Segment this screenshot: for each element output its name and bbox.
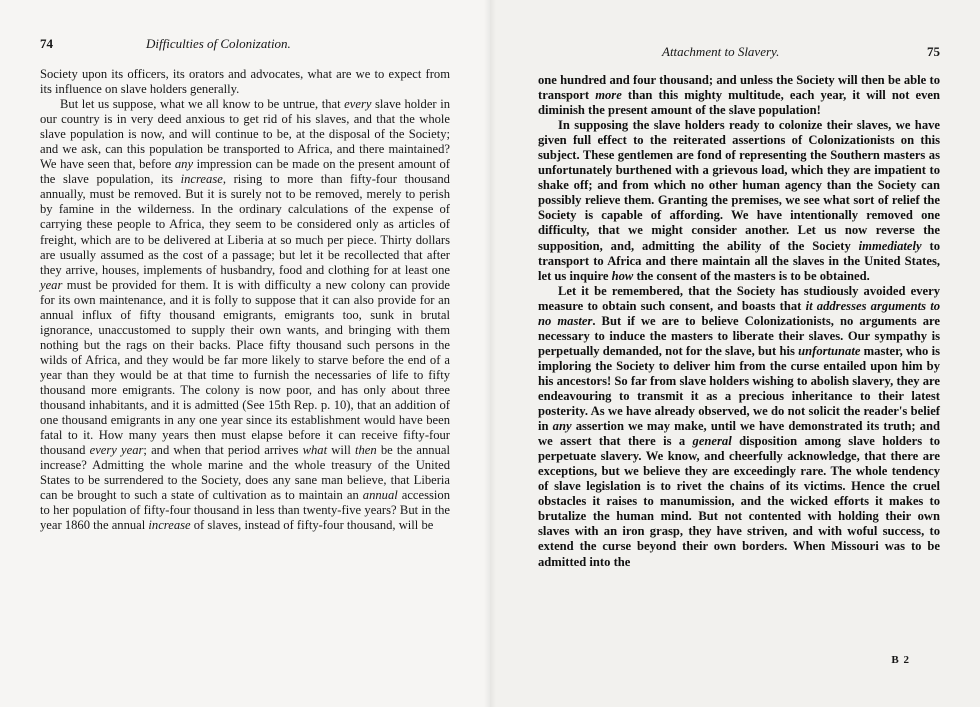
text-run: must be provided for them. It is with difficulty a new colony can provide for its own maintenance, and it is folly to suppose that it can also provide for an annual influx of fifty thousand emigrants, emigrants too, sunk in brutal ignorance, unaccustomed to supply their own wants, and bringing with them nothing but the rags on their backs. Place fifty thousand such persons in the wilds of Africa, and they would be far more likely to starve before the end of a year than they would be at that time to furnish the necessaries of life to fifty thousand more emigrants. The colony is now poor, and has only about three thousand inhabitants, and it is admitted (See 15th Rep. p. 10), that an addition of one thousand emigrants in any one year since its establishment would have been fatal to it. How many years then must elapse before it can receive fifty-four thousand: [40, 277, 450, 458]
signature-mark: B 2: [891, 654, 910, 666]
right-page-body: [538, 73, 940, 570]
left-page-header: [40, 36, 450, 54]
right-paragraph: [538, 73, 940, 118]
left-paragraph: [40, 67, 450, 97]
text-run: accession to her population of fifty-four thousand in less than twenty-five years? But in the year 1860 the annual: [40, 488, 451, 533]
italic-text-run: increase: [180, 172, 223, 187]
right-page-header: [538, 44, 940, 62]
text-run: master, who is imploring the Society to deliver him from the curse entailed upon him by his ancestors! So far from slave holders wishing to abolish slavery, they are endeavouring to transmit it as a precious inheritance to their latest posterity. As we have already observed, we do not solicit the reader's belief in: [538, 343, 941, 434]
text-run: slave holder in our country is in very deed anxious to get rid of his slaves, and that the whole slave population is now, and will continue to be, at the disposal of the Society; and we ask, can this population be transported to Africa, and there maintained? We have seen that, before: [40, 97, 450, 172]
right-running-title: Attachment to Slavery.: [662, 44, 780, 59]
right-page-number: 75: [927, 44, 940, 59]
text-run: disposition among slave holders to perpetuate slavery. We know, and cheerfully acknowledge, that there are exceptions, but we believe they are exceedingly rare. The whole tendency of slave legislation is to rivet the chains of its victims. Hence the cruel obstacles it raises to manumission, and the wicked efforts it makes to brutalize the human mind. But not contented with holding their own slaves with an iron grasp, they have striven, and with woful success, to extend the curse beyond their own borders. When Missouri was to be admitted into the: [538, 434, 940, 569]
italic-text-run: it addresses arguments to no master: [538, 298, 940, 328]
book-gutter: [484, 0, 496, 707]
text-run: assertion we may make, until we have demonstrated its truth; and we assert that there is a: [538, 419, 940, 449]
italic-text-run: every: [344, 97, 372, 112]
left-running-title: Difficulties of Colonization.: [146, 36, 291, 51]
text-run: . But if we are to believe Colonizationists, no arguments are necessary to induce the masters to liberate their slaves. Our sympathy is perpetually demanded, not for the slave, but his: [538, 313, 940, 358]
italic-text-run: how: [611, 268, 634, 283]
left-paragraph: [40, 97, 450, 533]
left-page-body: [40, 67, 450, 533]
text-run: the consent of the masters is to be obtained.: [633, 268, 870, 283]
italic-text-run: year: [40, 277, 63, 292]
italic-text-run: annual: [362, 488, 398, 503]
italic-text-run: any: [552, 419, 572, 434]
text-run: , rising to more than fifty-four thousand annually, must be removed. But it is surely not to be removed, merely to perish by famine in the wilderness. In the ordinary calculations of the expense of carrying these people to Africa, they seem to be considered only as articles of freight, which are to be delivered at Liberia at so much per piece. Thirty dollars are usually assumed as the cost of a passage; but let it be recollected that after they arrive, houses, implements of husbandry, food and clothing for at least one: [40, 172, 450, 277]
text-run: ; and when that period arrives: [143, 443, 303, 458]
right-paragraph: [538, 284, 940, 570]
text-run: will: [327, 443, 356, 458]
text-run: In supposing the slave holders ready to colonize their slaves, we have given full effect to the reiterated assertions of Colonizationists on this subject. These gentlemen are fond of representing the Southern masters as unfortunately burthened with a grievous load, which they are impatient to shake off; and from which no other human agency than the Society can possibly relieve them. Granting the premises, we see what sort of relief the Society is capable of affording. We have intentionally removed one difficulty, that we might consider another. Let us now reverse the supposition, and, admitting the ability of the Society: [538, 118, 940, 253]
text-run: than this mighty multitude, each year, it will not even diminish the present amount of the slave population!: [538, 88, 941, 118]
text-run: Society upon its officers, its orators and advocates, what are we to expect from its influence on slave holders generally.: [40, 67, 450, 97]
text-run: to transport to Africa and there maintain all the slaves in the United States, let us inquire: [538, 238, 940, 283]
text-run: be the annual increase? Admitting the whole marine and the whole treasury of the United States to be surrendered to the Society, does any sane man believe, that Liberia can be brought to such a state of cultivation as to maintain an: [40, 443, 450, 503]
italic-text-run: what: [302, 443, 328, 458]
text-run: one hundred and four thousand; and unless the Society will then be able to transport: [538, 73, 940, 103]
left-page-number: 74: [40, 36, 53, 51]
italic-text-run: then: [355, 443, 377, 458]
italic-text-run: immediately: [858, 238, 922, 253]
text-run: But let us suppose, what we all know to be untrue, that: [60, 97, 345, 112]
italic-text-run: increase: [148, 518, 191, 533]
italic-text-run: general: [692, 434, 732, 449]
text-run: impression can be made on the present amount of the slave population, its: [40, 157, 450, 187]
text-run: Let it be remembered, that the Society has studiously avoided every measure to obtain such consent, and boasts that: [538, 283, 940, 313]
italic-text-run: unfortunate: [798, 343, 861, 358]
italic-text-run: every year: [89, 443, 144, 458]
right-paragraph: [538, 118, 940, 284]
italic-text-run: more: [595, 88, 622, 103]
italic-text-run: any: [174, 157, 194, 172]
text-run: of slaves, instead of fifty-four thousand, will be: [190, 518, 434, 533]
